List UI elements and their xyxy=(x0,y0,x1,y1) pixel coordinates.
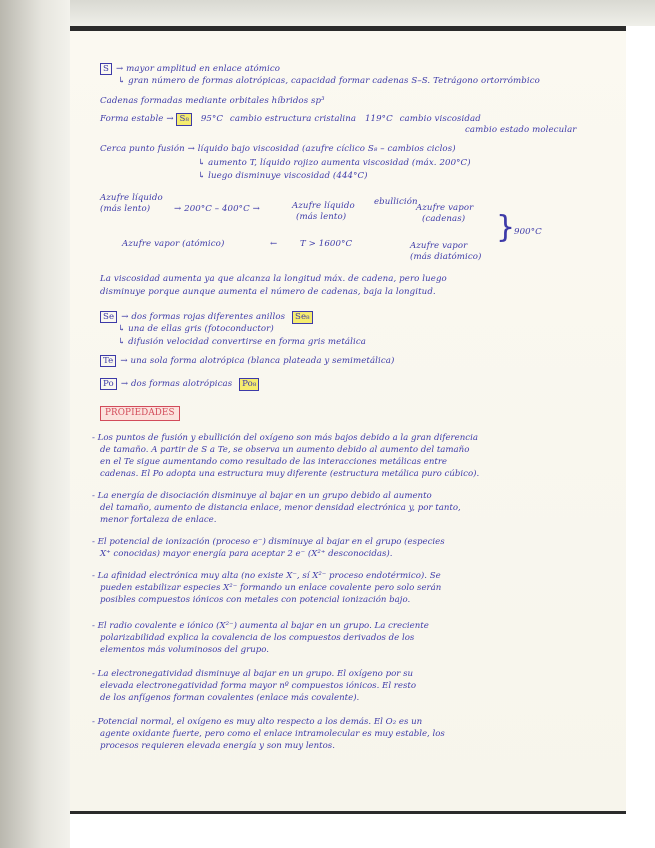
properties-heading: PROPIEDADES xyxy=(100,406,180,421)
temp-900: 900°C xyxy=(514,227,542,237)
s-line-6: ↳ aumento T, líquido rojizo aumenta viscosidad (máx. 200°C) xyxy=(198,158,471,168)
vapor-sub-2: (más diatómico) xyxy=(410,252,482,262)
s-line-3: Cadenas formadas mediante orbitales híbridos sp³ xyxy=(100,96,325,106)
boiling-label: ebullición xyxy=(374,197,418,207)
vapor-atomic: Azufre vapor (atómico) xyxy=(122,239,225,249)
s-line-5: Cerca punto fusión → líquido bajo viscosidad (azufre cíclico S₈ – cambios ciclos) xyxy=(100,144,456,154)
arrow-left: ← xyxy=(270,239,278,249)
bullet-7-line-2: agente oxidante fuerte, pero como el enlace intramolecular es muy estable, los xyxy=(100,729,445,739)
viscosity-line-1: La viscosidad aumenta ya que alcanza la longitud máx. de cadena, pero luego xyxy=(100,274,447,284)
liquid-label-2: Azufre líquido xyxy=(292,201,355,211)
viscosity-line-2: disminuye porque aunque aumenta el número de cadenas, baja la longitud. xyxy=(100,287,436,297)
bullet-4-line-3: posibles compuestos iónicos con metales con potencial ionización bajo. xyxy=(100,595,411,605)
s-line-4: Forma estable → S₈ 95°C cambio estructura cristalina 119°C cambio viscosidad xyxy=(100,114,481,124)
bullet-2-line-2: del tamaño, aumento de distancia enlace, menor densidad electrónica y, por tanto, xyxy=(100,503,461,513)
arrow-temp: → 200°C – 400°C → xyxy=(174,204,260,214)
vapor-sub: (cadenas) xyxy=(422,214,466,224)
s-line-2: ↳ gran número de formas alotrópicas, capacidad formar cadenas S–S. Tetrágono ortorrómbico xyxy=(118,76,540,86)
background-surface-left xyxy=(0,0,70,848)
s8-highlight: S₈ xyxy=(176,113,192,126)
bullet-5-line-2: polarizabilidad explica la covalencia de los compuestos derivados de los xyxy=(100,633,415,643)
bullet-1-line-1: - Los puntos de fusión y ebullición del oxígeno son más bajos debido a la gran diferencia xyxy=(92,433,478,443)
brace: } xyxy=(496,210,516,245)
bullet-5-line-3: elementos más voluminosos del grupo. xyxy=(100,645,269,655)
s-line-1: S → mayor amplitud en enlace atómico xyxy=(100,63,280,75)
po8-highlight: Po₈ xyxy=(239,378,259,391)
bullet-5-line-1: - El radio covalente e iónico (X²⁻) aumenta al bajar en un grupo. La creciente xyxy=(92,621,429,631)
element-box-po: Po xyxy=(100,378,117,390)
po-line: Po → dos formas alotrópicas Po₈ xyxy=(100,378,259,391)
liquid-sub-2: (más lento) xyxy=(296,212,347,222)
vapor-label-2: Azufre vapor xyxy=(410,241,468,251)
liquid-sub: (más lento) xyxy=(100,204,151,214)
bullet-6-line-3: de los anfígenos forman covalentes (enlace más covalente). xyxy=(100,693,360,703)
background-surface-top xyxy=(0,0,655,26)
se-line-2: ↳ una de ellas gris (fotoconductor) xyxy=(118,324,274,334)
temp-1600: T > 1600°C xyxy=(300,239,353,249)
bullet-3-line-2: X⁺ conocidas) mayor energía para aceptar 2 e⁻ (X²⁺ desconocidas). xyxy=(100,549,393,559)
bullet-6-line-1: - La electronegatividad disminuye al bajar en un grupo. El oxígeno por su xyxy=(92,669,414,679)
notebook-page xyxy=(70,26,626,814)
bullet-3-line-1: - El potencial de ionización (proceso e⁻) disminuye al bajar en el grupo (especies xyxy=(92,537,445,547)
se8-highlight: Se₈ xyxy=(292,311,313,324)
bullet-1-line-4: cadenas. El Po adopta una estructura muy diferente (estructura metálica puro cúbico). xyxy=(100,469,480,479)
bullet-1-line-3: en el Te sigue aumentando como resultado de las interacciones metálicas entre xyxy=(100,457,448,467)
s-line-7: ↳ luego disminuye viscosidad (444°C) xyxy=(198,171,368,181)
bullet-6-line-2: elevada electronegatividad forma mayor nº compuestos iónicos. El resto xyxy=(100,681,417,691)
te-line: Te → una sola forma alotrópica (blanca plateada y semimetálica) xyxy=(100,355,394,367)
liquid-label: Azufre líquido xyxy=(100,193,163,203)
bullet-4-line-1: - La afinidad electrónica muy alta (no existe X⁻, sí X²⁻ proceso endotérmico). Se xyxy=(92,571,441,581)
bullet-2-line-3: menor fortaleza de enlace. xyxy=(100,515,217,525)
bullet-2-line-1: - La energía de disociación disminuye al bajar en un grupo debido al aumento xyxy=(92,491,432,501)
se-line-1: Se → dos formas rojas diferentes anillos Se₈ xyxy=(100,311,313,324)
bullet-4-line-2: pueden estabilizar especies X²⁻ formando un enlace covalente pero solo serán xyxy=(100,583,442,593)
s-line-4b: cambio estado molecular xyxy=(465,125,577,135)
bullet-1-line-2: de tamaño. A partir de S a Te, se observa un aumento debido al aumento del tamaño xyxy=(100,445,470,455)
bullet-7-line-1: - Potencial normal, el oxígeno es muy alto respecto a los demás. El O₂ es un xyxy=(92,717,423,727)
element-box-te: Te xyxy=(100,355,116,367)
bullet-7-line-3: procesos requieren elevada energía y son muy lentos. xyxy=(100,741,335,751)
element-box-s: S xyxy=(100,63,112,75)
se-line-3: ↳ difusión velocidad convertirse en forma gris metálica xyxy=(118,337,366,347)
vapor-label: Azufre vapor xyxy=(416,203,474,213)
element-box-se: Se xyxy=(100,311,117,323)
